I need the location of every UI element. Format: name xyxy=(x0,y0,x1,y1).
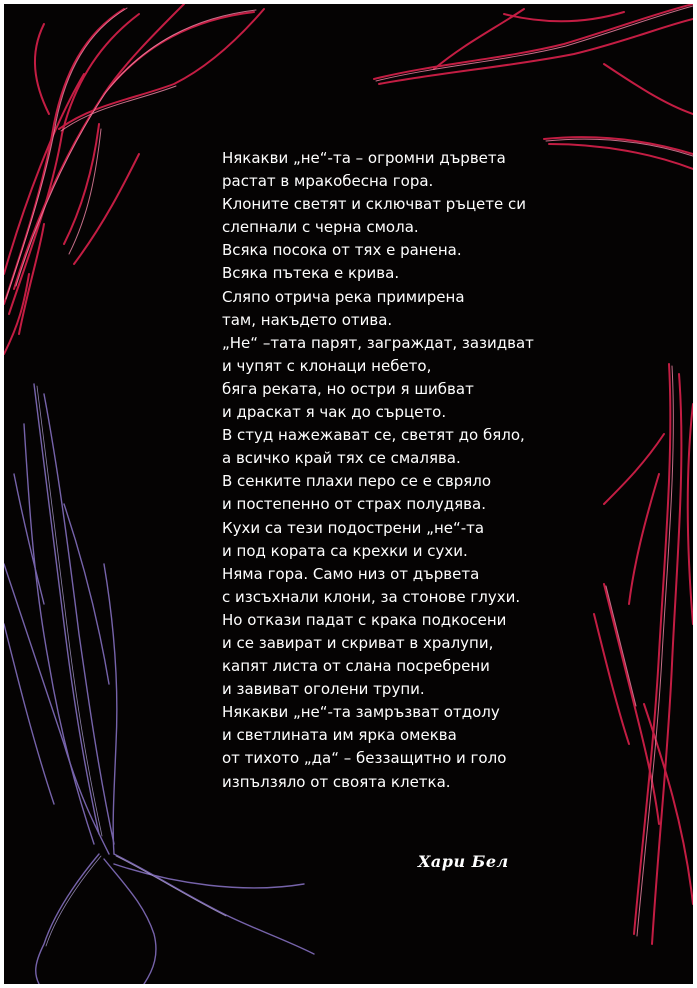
bottom-left-violet-highlights xyxy=(37,386,226,946)
poem-line: капят листа от слана посребрени xyxy=(222,657,490,676)
poem-line: и завиват оголени трупи. xyxy=(222,680,425,699)
top-right-highlights xyxy=(376,6,693,156)
right-side-branches xyxy=(594,364,693,944)
poem-line: изпълзяло от своята клетка. xyxy=(222,772,451,791)
poem-page xyxy=(4,4,693,984)
poem-line: и светлината им ярка омеква xyxy=(222,726,457,745)
author-signature: Хари Бел xyxy=(418,852,509,871)
poem-line: слепнали с черна смола. xyxy=(222,218,419,237)
poem-line: Някакви „не“-та замръзват отдолу xyxy=(222,703,500,722)
poem-line: там, накъдето отива. xyxy=(222,310,393,329)
poem-line: и чупят с клонаци небето, xyxy=(222,356,432,375)
poem-line: „Не“ –тата парят, заграждат, зазидват xyxy=(222,333,534,352)
poem-line: Кухи са тези подострени „не“-та xyxy=(222,518,485,537)
poem-line: В студ нажежават се, светят до бяло, xyxy=(222,426,525,445)
poem-line: от тихото „да“ – беззащитно и голо xyxy=(222,749,507,768)
poem-line: и се завират и скриват в хралупи, xyxy=(222,633,494,652)
poem-line: Всяка посока от тях е ранена. xyxy=(222,241,462,260)
poem-line: растат в мракобесна гора. xyxy=(222,172,434,191)
poem-text xyxy=(222,147,582,794)
poem-line: бяга реката, но остри я шибват xyxy=(222,379,474,398)
poem-line: с изсъхнали клони, за стонове глухи. xyxy=(222,587,521,606)
poem-line: и под кората са крехки и сухи. xyxy=(222,541,468,560)
poem-line: и постепенно от страх полудява. xyxy=(222,495,486,514)
poem-line: Няма гора. Само низ от дървета xyxy=(222,564,480,583)
poem-line: В сенките плахи перо се е свряло xyxy=(222,472,492,491)
right-side-highlights xyxy=(606,366,673,936)
poem-line: Всяка пътека е крива. xyxy=(222,264,400,283)
poem-line: а всичко край тях се смалява. xyxy=(222,449,461,468)
poem-line: и драскат я чак до сърцето. xyxy=(222,403,447,422)
poem-line: Клоните светят и сключват ръцете си xyxy=(222,195,527,214)
top-left-highlights xyxy=(6,8,256,299)
poem-line: Сляпо отрича река примирена xyxy=(222,287,465,306)
poem-line: Но откази падат с крака подкосени xyxy=(222,610,507,629)
poem-line: Някакви „не“-та – огромни дървета xyxy=(222,149,506,167)
